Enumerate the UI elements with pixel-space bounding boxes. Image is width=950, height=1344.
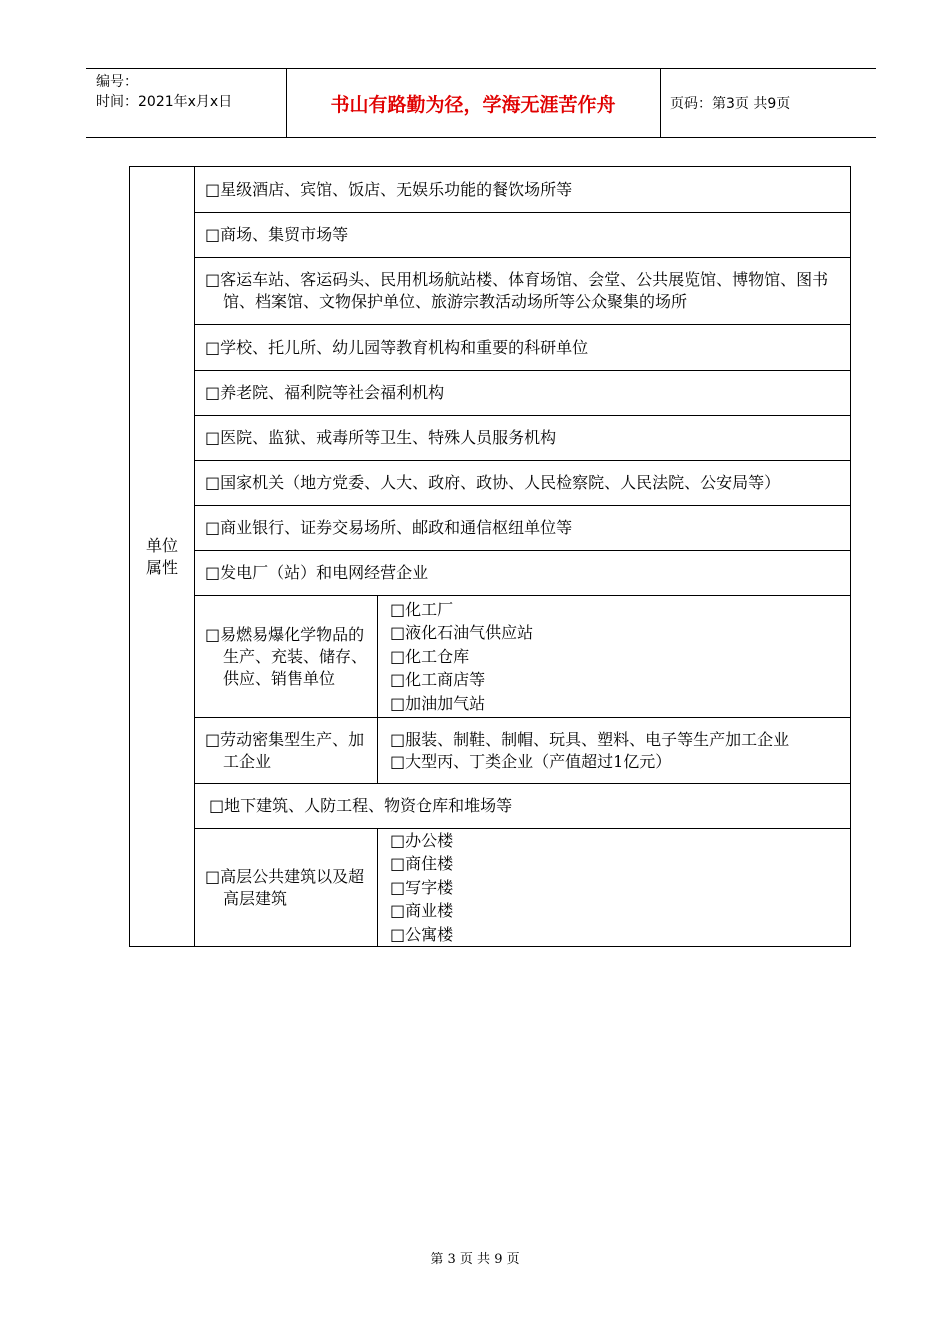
- number-label: 编号：: [96, 74, 138, 90]
- header-meta: [96, 72, 286, 112]
- option-office[interactable]: □办公楼: [390, 830, 454, 850]
- table-row: [195, 258, 850, 325]
- table-row: [195, 506, 850, 551]
- option-commercial-residential[interactable]: □商住楼: [390, 854, 454, 874]
- header-motto: 书山有路勤为径，学海无涯苦作舟: [330, 93, 616, 116]
- table-row: [195, 371, 850, 416]
- option-underground[interactable]: □地下建筑、人防工程、物资仓库和堆场等: [209, 796, 513, 815]
- option-school[interactable]: □学校、托儿所、幼儿园等教育机构和重要的科研单位: [205, 337, 589, 357]
- option-apartment[interactable]: □公寓楼: [390, 924, 454, 944]
- unit-attribute-table: [129, 166, 851, 947]
- table-row: [195, 829, 850, 946]
- option-chem-store[interactable]: □化工商店等: [390, 670, 486, 690]
- option-bank[interactable]: □商业银行、证券交易场所、邮政和通信枢纽单位等: [205, 518, 573, 537]
- table-row: [195, 596, 850, 718]
- table-row: [195, 718, 850, 784]
- option-garment[interactable]: □服装、制鞋、制帽、玩具、塑料、电子等生产加工企业: [390, 729, 790, 749]
- option-chem-warehouse[interactable]: □化工仓库: [390, 646, 470, 666]
- option-hospital[interactable]: □医院、监狱、戒毒所等卫生、特殊人员服务机构: [205, 428, 557, 447]
- option-welfare[interactable]: □养老院、福利院等社会福利机构: [205, 383, 445, 402]
- option-chemical[interactable]: □易燃易爆化学物品的生产、充装、储存、供应、销售单位: [205, 624, 368, 688]
- table-row: [195, 461, 850, 506]
- table-row: [195, 213, 850, 258]
- option-large-enterprise[interactable]: □大型丙、丁类企业（产值超过1亿元）: [390, 751, 672, 771]
- header-divider: [660, 69, 661, 137]
- header-page-info: 页码：第3页 共9页: [670, 96, 791, 112]
- table-row: [195, 784, 850, 829]
- option-public-venue[interactable]: □客运车站、客运码头、民用机场航站楼、体育场馆、会堂、公共展览馆、博物馆、图书馆、档案馆、文物保护单位、旅游宗教活动场所等公众聚集的场所: [205, 270, 829, 311]
- unit-attribute-label: 单位属性: [130, 167, 195, 946]
- option-commercial[interactable]: □商业楼: [390, 901, 454, 921]
- option-chem-plant[interactable]: □化工厂: [390, 599, 454, 619]
- table-row: [195, 167, 850, 213]
- option-government[interactable]: □国家机关（地方党委、人大、政府、政协、人民检察院、人民法院、公安局等）: [205, 473, 781, 492]
- option-gas-station[interactable]: □加油加气站: [390, 693, 486, 713]
- option-highrise[interactable]: □高层公共建筑以及超高层建筑: [205, 866, 365, 908]
- option-power[interactable]: □发电厂（站）和电网经营企业: [205, 563, 429, 582]
- option-lpg-station[interactable]: □液化石油气供应站: [390, 623, 534, 643]
- page-header: [86, 68, 876, 138]
- option-labor-intensive[interactable]: □劳动密集型生产、加工企业: [205, 729, 365, 771]
- time-label: 时间：2021年x月x日: [96, 94, 233, 110]
- option-writing-building[interactable]: □写字楼: [390, 877, 454, 897]
- option-market[interactable]: □商场、集贸市场等: [205, 225, 349, 244]
- table-row: [195, 325, 850, 371]
- table-row: [195, 551, 850, 596]
- option-hotel[interactable]: □星级酒店、宾馆、饭店、无娱乐功能的餐饮场所等: [205, 179, 573, 199]
- page-footer: 第 3 页 共 9 页: [430, 1252, 520, 1267]
- table-row: [195, 416, 850, 461]
